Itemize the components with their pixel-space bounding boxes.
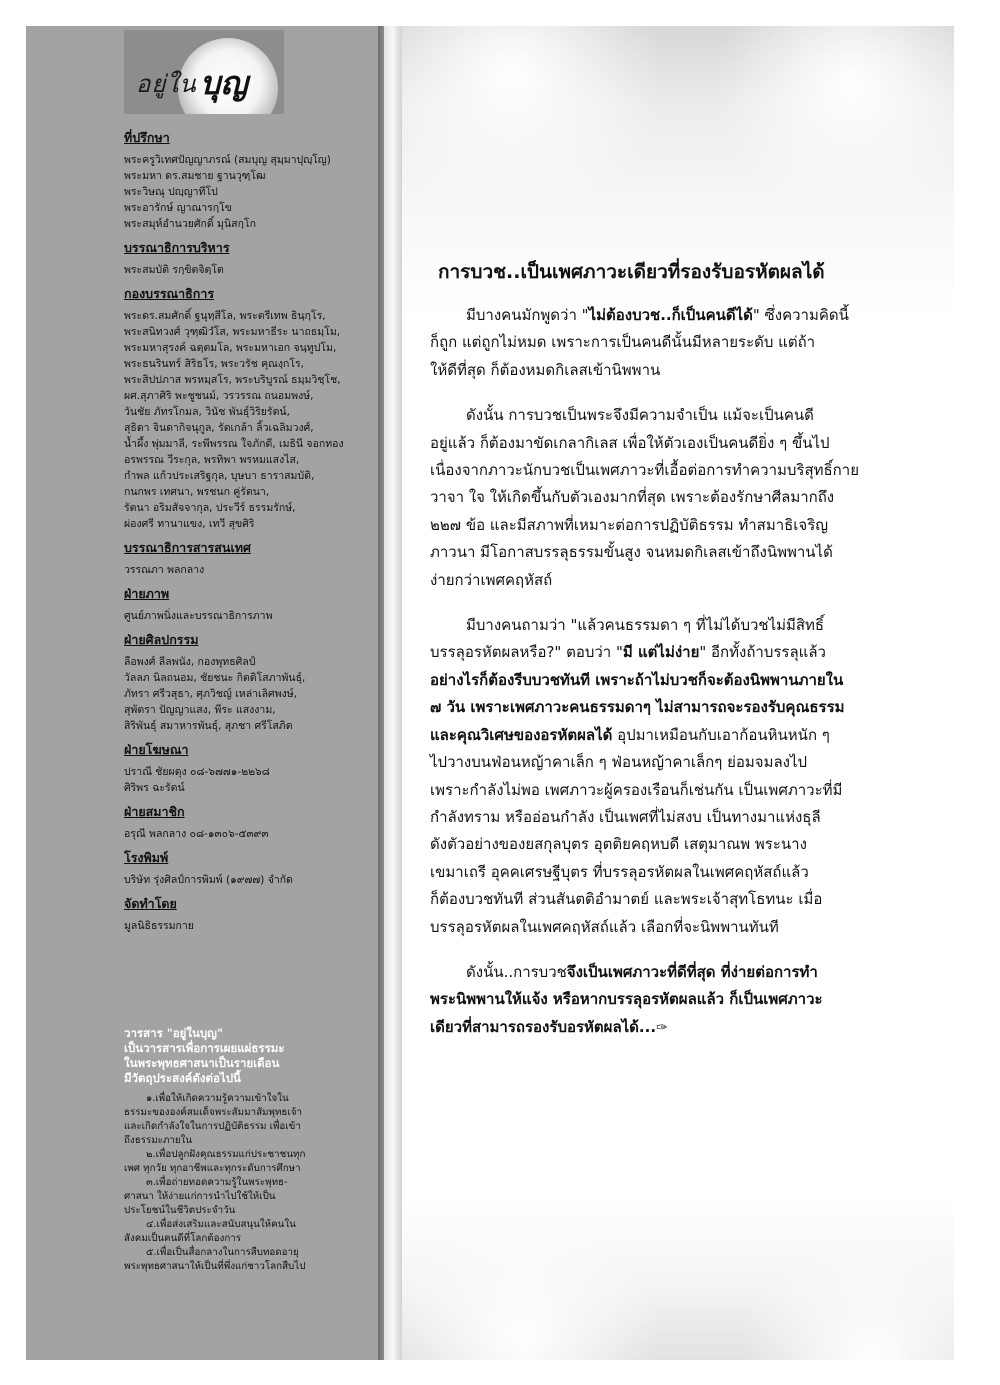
text-line: ดังตัวอย่างของยสกุลบุตร อุตติยคฤหบดี เสตุมาณพ พระนาง: [430, 835, 807, 854]
text-line: ก็ถูก แต่ถูกไม่หมด เพราะการเป็นคนดีนั้นมีหลายระดับ แต่ถ้า: [430, 333, 816, 352]
spine-highlight: [384, 26, 402, 1360]
credit-line: สิริพันธุ์ สมาหารพันธุ์, สุภชา ศรีโสภิต: [124, 720, 293, 732]
credit-line: ผศ.สุภาศิริ พะชูชนม์, วรวรรณ ถนอมพงษ์,: [124, 390, 314, 402]
credit-heading: ที่ปรึกษา: [124, 130, 170, 145]
credit-line: รัตนา อริมสัจจากุล, ประวีร์ ธรรมรักษ์,: [124, 502, 296, 514]
text-line: เนื่องจากภาวะนักบวชเป็นเพศภาวะที่เอื้อต่อการทำความบริสุทธิ์กาย: [430, 461, 859, 480]
credit-line: อรุณี พลกลาง ๐๘-๑๓๐๖-๕๓๙๓: [124, 828, 269, 840]
text-line: มีบางคนมักพูดว่า "ไม่ต้องบวช..ก็เป็นคนดีได้" ซึ่งความคิดนี้: [466, 306, 849, 324]
credit-line: พระมหาสุรงค์ ฉตฺตมโล, พระมหาเอก จนฺทูปโม,: [124, 342, 337, 354]
mission-item-line: ๑.เพื่อให้เกิดความรู้ความเข้าใจใน: [146, 1093, 289, 1104]
text-line: เพราะกำลังไม่พอ เพศภาวะผู้ครองเรือนก็เช่นกัน เป็นเพศภาวะที่มี: [430, 780, 843, 799]
mission-title-line: มีวัตถุประสงค์ดังต่อไปนี้: [124, 1071, 241, 1085]
cloud-decoration: [722, 1246, 954, 1360]
mission-item-line: ธรรมะขององค์สมเด็จพระสัมมาสัมพุทธเจ้า: [124, 1107, 302, 1118]
cloud-decoration: [402, 1226, 682, 1360]
masthead-sidebar: [26, 26, 378, 1360]
credit-heading: บรรณาธิการบริหาร: [124, 240, 230, 255]
paragraph-1: [430, 302, 935, 384]
mission-item: [124, 1092, 374, 1148]
credit-line: พระสนิทวงศ์ วุฑฺฒิวํโส, พระมหาธีระ นาถธมฺโม,: [124, 326, 341, 338]
mission-item-line: เพศ ทุกวัย ทุกอาชีพและทุกระดับการศึกษา: [124, 1163, 301, 1174]
credit-line: วัลลภ นิลถนอม, ชัยชนะ กิตติโสภาพันธุ์,: [124, 672, 306, 684]
text-line: ไปวางบนฟ่อนหญ้าคาเล็ก ๆ ฟ่อนหญ้าคาเล็กๆ ย่อมจมลงไป: [430, 753, 808, 772]
credit-line: พระสมบัติ รกฺขิตจิตฺโต: [124, 264, 224, 276]
credit-heading: จัดทำโดย: [124, 896, 177, 911]
mission-item: [124, 1148, 374, 1176]
credit-heading: ฝ่ายศิลปกรรม: [124, 632, 199, 647]
text-line: วาจา ใจ ให้เกิดขึ้นกับตัวเองมากที่สุด เพราะต้องรักษาศีลมากถึง: [430, 488, 835, 507]
credit-line: บริษัท รุ่งศิลป์การพิมพ์ (๑๙๗๗) จำกัด: [124, 874, 293, 886]
credit-line: พระธนรินทร์ สิริธโร, พระวรัช คุณงฺกโร,: [124, 358, 304, 370]
text-line: บรรลุอรหัตผลหรือ?" ตอบว่า "มี แต่ไม่ง่าย" อีกทั้งถ้าบรรลุแล้ว: [430, 643, 826, 662]
credit-line: ศูนย์ภาพนิ่งและบรรณาธิการภาพ: [124, 610, 273, 622]
credit-heading: บรรณาธิการสารสนเทศ: [124, 540, 251, 555]
credit-line: พระวิษณุ ปญฺญาทีโป: [124, 186, 218, 198]
mission-item-line: ประโยชน์ในชีวิตประจำวัน: [124, 1205, 236, 1216]
mission-item-line: ถึงธรรมะภายใน: [124, 1135, 193, 1146]
credit-heading: กองบรรณาธิการ: [124, 286, 215, 301]
credit-line: สุธิดา จินดากิจนุกูล, รัตเกล้า ลิ้วเฉลิมวงศ์,: [124, 422, 314, 434]
mission-statement: [124, 1026, 374, 1274]
credit-line: ปราณี ชัยผดุง ๐๘-๖๗๗๑-๒๒๖๘: [124, 766, 270, 778]
credit-line: กนกพร เทศนา, พรชนก คู่รัตนา,: [124, 486, 270, 498]
credit-line: ภัทรา ศรีวสุธา, ศุภวิชญ์ เหล่าเลิศพงษ์,: [124, 688, 298, 700]
credit-line: พระครูวิเทศปัญญาภรณ์ (สมบุญ สุมฺมาปุญฺโญ): [124, 154, 331, 166]
article-panel: [402, 26, 954, 1360]
credit-heading: ฝ่ายภาพ: [124, 586, 170, 601]
credit-line: วรรณภา พลกลาง: [124, 564, 205, 576]
credit-heading: ฝ่ายสมาชิก: [124, 804, 185, 819]
credit-line: พระอารักษ์ ญาณารกฺโข: [124, 202, 232, 214]
text-line: ดังนั้น การบวชเป็นพระจึงมีความจำเป็น แม้จะเป็นคนดี: [466, 406, 814, 425]
quill-icon: ✑: [656, 1019, 668, 1036]
credit-heading: ฝ่ายโฆษณา: [124, 742, 189, 757]
mission-item: [124, 1246, 374, 1274]
text-line: มีบางคนถามว่า "แล้วคนธรรมดา ๆ ที่ไม่ได้บวชไม่มีสิทธิ์: [466, 616, 825, 635]
mission-item-line: ศาสนา ให้ง่ายแก่การนำไปใช้ให้เป็น: [124, 1191, 276, 1202]
cloud-decoration: [402, 26, 682, 206]
paragraph-3: [430, 612, 935, 941]
mission-title-line: ในพระพุทธศาสนาเป็นรายเดือน: [124, 1056, 280, 1070]
magazine-logo: [124, 30, 284, 114]
text-line: ภาวนา มีโอกาสบรรลุธรรมขั้นสูง จนหมดกิเลสเข้าถึงนิพพานได้: [430, 543, 833, 562]
mission-title-line: เป็นวารสารเพื่อการเผยแผ่ธรรมะ: [124, 1041, 285, 1055]
credit-line: อรพรรณ วีระกุล, พรทิพา พรหมแสงไส,: [124, 454, 300, 466]
mission-item-line: สังคมเป็นคนดีที่โลกต้องการ: [124, 1233, 242, 1244]
mission-item-line: และเกิดกำลังใจในการปฏิบัติธรรม เพื่อเข้า: [124, 1121, 301, 1132]
credit-line: พระดร.สมศักดิ์ ฐนุทฺสีโล, พระตรีเทพ ธินฺกฺโร,: [124, 310, 326, 322]
text-line: ง่ายกว่าเพศคฤหัสถ์: [430, 570, 553, 589]
credit-line: ลือพงศ์ ลีลพนัง, กองพุทธศิลป์: [124, 656, 256, 668]
credit-line: พระสมุห์อำนวยศักดิ์ มุนิสกฺโก: [124, 218, 256, 230]
text-line: และคุณวิเศษของอรหัตผลได้ อุปมาเหมือนกับเอาก้อนหินหนัก ๆ: [430, 725, 830, 744]
paragraph-2: [430, 402, 935, 594]
credits-list: [124, 130, 374, 934]
text-line: ให้ดีที่สุด ก็ต้องหมดกิเลสเข้านิพพาน: [430, 360, 661, 379]
mission-item-line: ๔.เพื่อส่งเสริมและสนับสนุนให้คนใน: [146, 1219, 296, 1230]
text-line: ดังนั้น..การบวชจึงเป็นเพศภาวะที่ดีที่สุด ที่ง่ายต่อการทำ: [466, 962, 818, 981]
cloud-decoration: [702, 26, 954, 206]
mission-item-line: พระพุทธศาสนาให้เป็นที่พึ่งแก่ชาวโลกสืบไป: [124, 1261, 306, 1272]
text-line: เดียวที่สามารถรองรับอรหัตผลได้...✑: [430, 1017, 668, 1036]
mission-item: [124, 1218, 374, 1246]
mission-item-line: ๓.เพื่อถ่ายทอดความรู้ในพระพุทธ-: [146, 1177, 288, 1188]
text-line: ก็ต้องบวชทันที ส่วนสันตติอำมาตย์ และพระเจ้าสุทโธทนะ เมื่อ: [430, 890, 823, 909]
mission-title-line: วารสาร "อยู่ในบุญ": [124, 1026, 223, 1040]
text-line: ๒๒๗ ข้อ และมีสภาพที่เหมาะต่อการปฏิบัติธรรม ทำสมาธิเจริญ: [430, 515, 829, 534]
text-line: ๗ วัน เพราะเพศภาวะคนธรรมดาๆ ไม่สามารถจะรองรับคุณธรรม: [430, 698, 845, 717]
text-line: บรรลุอรหัตผลในเพศคฤหัสถ์แล้ว เลือกที่จะนิพพานทันที: [430, 917, 779, 936]
credit-line: สุพัตรา ปัญญาแสง, พีระ แสงงาม,: [124, 704, 276, 716]
logo-text-right: บุญ: [200, 64, 248, 102]
article-title: การบวช..เป็นเพศภาวะเดียวที่รองรับอรหัตผลได้: [438, 261, 825, 283]
text-line: เขมาเถรี อุคคเศรษฐีบุตร ที่บรรลุอรหัตผลในเพศคฤหัสถ์แล้ว: [430, 862, 809, 881]
credit-line: มูลนิธิธรรมกาย: [124, 920, 194, 932]
credit-line: พระสิปปภาส พรหมฺสโร, พระบริบูรณ์ ธมฺมวิชฺโช,: [124, 374, 341, 386]
logo-text-left: อยู่ใน: [136, 70, 197, 98]
credit-line: น้ำผึ้ง พุ่มมาลี, ระพีพรรณ ใจภักดี, เมธินี จอกทอง: [124, 438, 344, 450]
credit-line: ศิริพร ฉะรัตน์: [124, 782, 185, 794]
mission-item-line: ๒.เพื่อปลูกฝังคุณธรรมแก่ประชาชนทุก: [146, 1149, 306, 1160]
credit-line: กำพล แก้วประเสริฐกุล, บุษบา ธาราสมบัติ,: [124, 470, 315, 482]
text-line: กำลังทราม หรืออ่อนกำลัง เป็นเพศที่ไม่สงบ เป็นทางมาแห่งธุลี: [430, 807, 821, 826]
credit-heading: โรงพิมพ์: [124, 850, 169, 865]
credit-line: ผ่องศรี ทานาแขง, เทวี สุขศิริ: [124, 518, 255, 530]
credit-line: พระมหา ดร.สมชาย ฐานวุฑฺโฒ: [124, 170, 266, 182]
credit-line: วันชัย ภัทรโกมล, วินัช พันธุ์วิริยรัตน์,: [124, 406, 290, 418]
text-line: อยู่แล้ว ก็ต้องมาขัดเกลากิเลส เพื่อให้ตัวเองเป็นคนดียิ่ง ๆ ขึ้นไป: [430, 433, 830, 452]
article-body: [430, 302, 935, 1060]
paragraph-4: [430, 959, 935, 1042]
text-line: พระนิพพานให้แจ้ง หรือหากบรรลุอรหัตผลแล้ว ก็เป็นเพศภาวะ: [430, 990, 823, 1009]
mission-item: [124, 1176, 374, 1218]
mission-item-line: ๕.เพื่อเป็นสื่อกลางในการสืบทอดอายุ: [146, 1247, 299, 1258]
text-line: อย่างไรก็ต้องรีบบวชทันที เพราะถ้าไม่บวชก็จะต้องนิพพานภายใน: [430, 670, 844, 689]
